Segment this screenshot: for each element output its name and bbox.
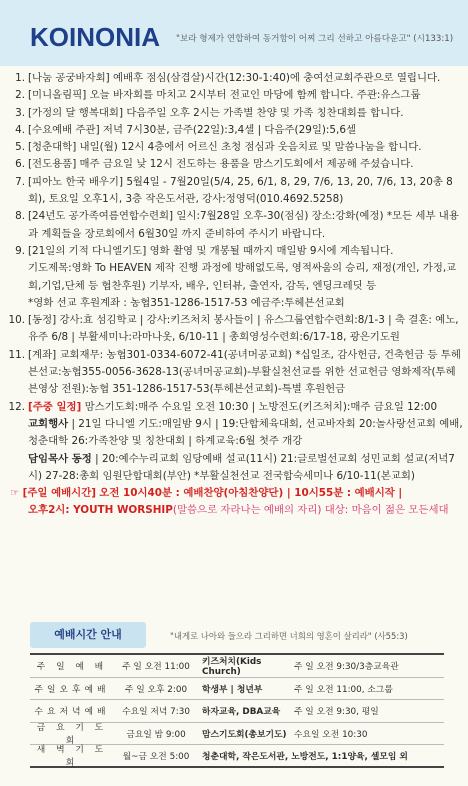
- list-item: [6, 399, 464, 416]
- item-number: 2.: [15, 89, 25, 102]
- item-number: 8.: [15, 210, 25, 223]
- item-number: 10.: [8, 314, 25, 327]
- schedule-cell: 주 일 예 배: [36, 662, 108, 673]
- notice-morning: [6, 485, 464, 502]
- item-body: [21일의 기적 다니엘기도] 영화 촬영 및 개봉될 때까지 매일밤 9시에 계속됩니다.: [28, 244, 394, 257]
- item-text: [28, 70, 464, 87]
- schedule-cell: 주 일 오후 2:00: [124, 684, 188, 695]
- item-text: [28, 122, 464, 139]
- schedule-cell: 주 일 오전 11:00, 소그룹: [294, 684, 393, 695]
- sub-schedule: [6, 451, 464, 486]
- item-text: [28, 156, 464, 173]
- schedule-cell: 수요일 저녁 7:30: [122, 707, 190, 718]
- item-number: 3.: [15, 106, 25, 119]
- schedule-cell: 키즈처치(Kids Church): [202, 657, 262, 678]
- schedule-row: [30, 700, 444, 723]
- schedule-row: [30, 745, 444, 768]
- list-item: [6, 87, 464, 104]
- notice-morning-text: 오전 10시40분 : 예배찬양(아침찬양단) | 10시55분 : 예배시작 |: [99, 487, 403, 500]
- item-body: [수요예배 주관] 저녁 7시30분, 금주(22일):3,4셀 | 다음주(29일):5,6셀: [28, 123, 356, 136]
- item-number: 4.: [15, 123, 25, 136]
- item-number: 11.: [8, 348, 25, 361]
- list-item: [6, 312, 464, 347]
- schedule-title: 예배시간 안내: [30, 622, 146, 648]
- list-item: [6, 174, 464, 209]
- notice-arrow-icon: ☞: [10, 487, 20, 500]
- list-item: [6, 156, 464, 173]
- item-body: [계좌] 교회재무: 농협301-0334-6072-41(공녀머공교회) *십일조, 감사헌금, 건축헌금 등 투헤븐선교:농협355-0056-3628-13(공녀머공교회)-부활실천선교를 위한 선교헌금 영화제작(투헤븐영상 전원):농협 351-1286-1517-53(투헤븐선교회)-특별 후원헌금: [28, 348, 461, 396]
- item-number: 5.: [15, 141, 25, 154]
- item-body: 맘스기도회:매주 수요일 오전 10:30 | 노방전도(키즈처치):매주 금요일 12:00: [81, 400, 438, 413]
- item-number: 7.: [15, 175, 25, 188]
- item-number: 9.: [15, 244, 25, 257]
- schedule-row: [30, 678, 444, 701]
- schedule-cell: 학생부 | 청년부: [202, 684, 263, 695]
- item-label: [주중 일정]: [28, 400, 82, 413]
- item-body: [전도용품] 매주 금요일 낮 12시 전도하는 용품을 맘스기도회에서 제공해 주셨습니다.: [28, 158, 414, 171]
- item-body: [피아노 한국 배우기] 5월4일 - 7월20일(5/4, 25, 6/1, 8, 29, 7/6, 13, 20, 7/6, 13, 20총 8회), 토요일 오후1시, 3층 작은도서관, 강사:정영덕(010.4692.5258): [28, 175, 453, 206]
- item-body: [24년도 공가족여름연합수련회] 일시:7월28일 오후-30(점심) 장소:강화(예정) *모든 세부 내용과 계획들을 장로회에서 6월30일 까지 준비하여 주시기 바랍니다.: [28, 210, 459, 240]
- item-text: [28, 243, 464, 260]
- list-item: [6, 208, 464, 243]
- header-verse: "보라 형제가 연합하여 동거함이 어찌 그리 선하고 아름다운고" (시133:1): [176, 34, 454, 44]
- item-text: [28, 174, 464, 209]
- sub-text: | 20:예수누리교회 임당예배 설교(11시) 21:글로벌선교회 성민교회 설교(저녁7시) 27-28:총회 임원단합대회(부안) *부활실천선교 전국합숙세미나 6/10-11(본교회): [28, 452, 455, 482]
- schedule-table: [30, 653, 444, 768]
- list-item: [6, 122, 464, 139]
- schedule-cell: 수요저녁예배: [34, 707, 110, 718]
- page-title: KOINONIA: [30, 22, 160, 52]
- notice-label: [주일 예배시간]: [22, 487, 96, 500]
- list-item: [6, 347, 464, 399]
- notice-afternoon: [6, 502, 464, 519]
- item-number: 1.: [15, 72, 25, 84]
- item-text: [28, 87, 464, 104]
- sub-schedule: [6, 416, 464, 451]
- list-item: [6, 70, 464, 87]
- item-text: [28, 312, 464, 347]
- list-item: [6, 243, 464, 260]
- item-body: [나눔 공궁바자회] 예배후 점심(삼겹살)시간(12:30-1:40)에 충여선교회주관으로 열립니다.: [28, 72, 441, 84]
- afternoon-text: (말씀으로 자라나는 예배의 자리) 대상: 마음이 젊은 모든세대: [172, 504, 449, 517]
- item-text: [28, 105, 464, 122]
- schedule-cell: 주 일 오전 11:00: [122, 662, 190, 673]
- item-text: [28, 139, 464, 156]
- item-extra: *영화 선교 후원계좌 : 농협351-1286-1517-53 예금주:투헤븐선교회: [28, 296, 345, 309]
- header-banner: [0, 0, 468, 66]
- item-body: [미니올림픽] 오늘 바자회를 마치고 2시부터 전교인 마당에 함께 합니다. 주관:유스그룹: [28, 89, 421, 102]
- sub-label: 교회행사: [28, 417, 69, 430]
- schedule-cell: 금 요 기 도 회: [36, 723, 108, 747]
- item-body: [가정의 달 행복대회] 다음주일 오후 2시는 가족별 찬양 및 가족 칭찬대회를 합니다.: [28, 106, 404, 119]
- item-text: [28, 208, 464, 243]
- schedule-cell: 주일오후예배: [34, 684, 110, 695]
- afternoon-label: 오후2시: YOUTH WORSHIP: [28, 504, 173, 517]
- announcement-list: [6, 70, 464, 520]
- item-number: 12.: [8, 400, 25, 413]
- sub-text: | 21일 다니엘 기도:매일밤 9시 | 19:단합체육대회, 선교바자회 20:놀사랑선교회 예배, 청춘대학 26:가족찬양 및 칭찬대회 | 하계교육:6월 첫주 개강: [28, 417, 463, 448]
- schedule-cell: 월~금 오전 5:00: [122, 751, 190, 762]
- item-extra: 기도제목:영화 To HEAVEN 제작 진행 과정에 방해없도록, 영적싸움의 승리, 재정(개인, 가정,교회,기업,단체 등 협찬후원) 기부자, 배우, 인터뷰, 출연자, 감독, 엔딩크레딧 등: [28, 262, 457, 292]
- item-body: [청춘대학] 내일(월) 12시 4층에서 어르신 초청 점심과 웃음치료 및 말씀나눔을 합니다.: [28, 141, 422, 154]
- sub-label: 담임목사 동정: [28, 452, 92, 465]
- list-item: [6, 105, 464, 122]
- item-text: [28, 399, 464, 416]
- schedule-cell: 새 벽 기 도 회: [36, 745, 108, 769]
- item-text: [28, 347, 464, 399]
- schedule-verse: "내게로 나아와 들으라 그리하면 너희의 영혼이 살리라" (사55:3): [170, 631, 408, 641]
- schedule-cell: 주 일 오전 9:30/3층교육관: [294, 662, 399, 673]
- list-item: [6, 139, 464, 156]
- schedule-cell: 하자교육, DBA교육: [202, 707, 281, 718]
- schedule-cell: 금요일 밤 9:00: [126, 729, 186, 740]
- schedule-cell: 주 일 오전 9:30, 평일: [294, 707, 379, 718]
- schedule-row: [30, 655, 444, 678]
- schedule-cell: 수요일 오전 10:30: [294, 729, 368, 740]
- schedule-cell: 맘스기도회(총보기도): [202, 729, 287, 740]
- schedule-cell: 청춘대학, 작은도서관, 노방전도, 1:1양육, 셀모임 외: [202, 751, 408, 762]
- item-body: [동정] 강사:효 섬김학교 | 강사:키즈처치 봉사들이 | 유스그룹연합수련회:8/1-3 | 축 결혼: 예노,유주 6/8 | 부활세미나:라마나옷, 6/10-11 | 총회영성수련회:6/17-18, 광은기도원: [28, 314, 459, 344]
- item-number: 6.: [15, 158, 25, 171]
